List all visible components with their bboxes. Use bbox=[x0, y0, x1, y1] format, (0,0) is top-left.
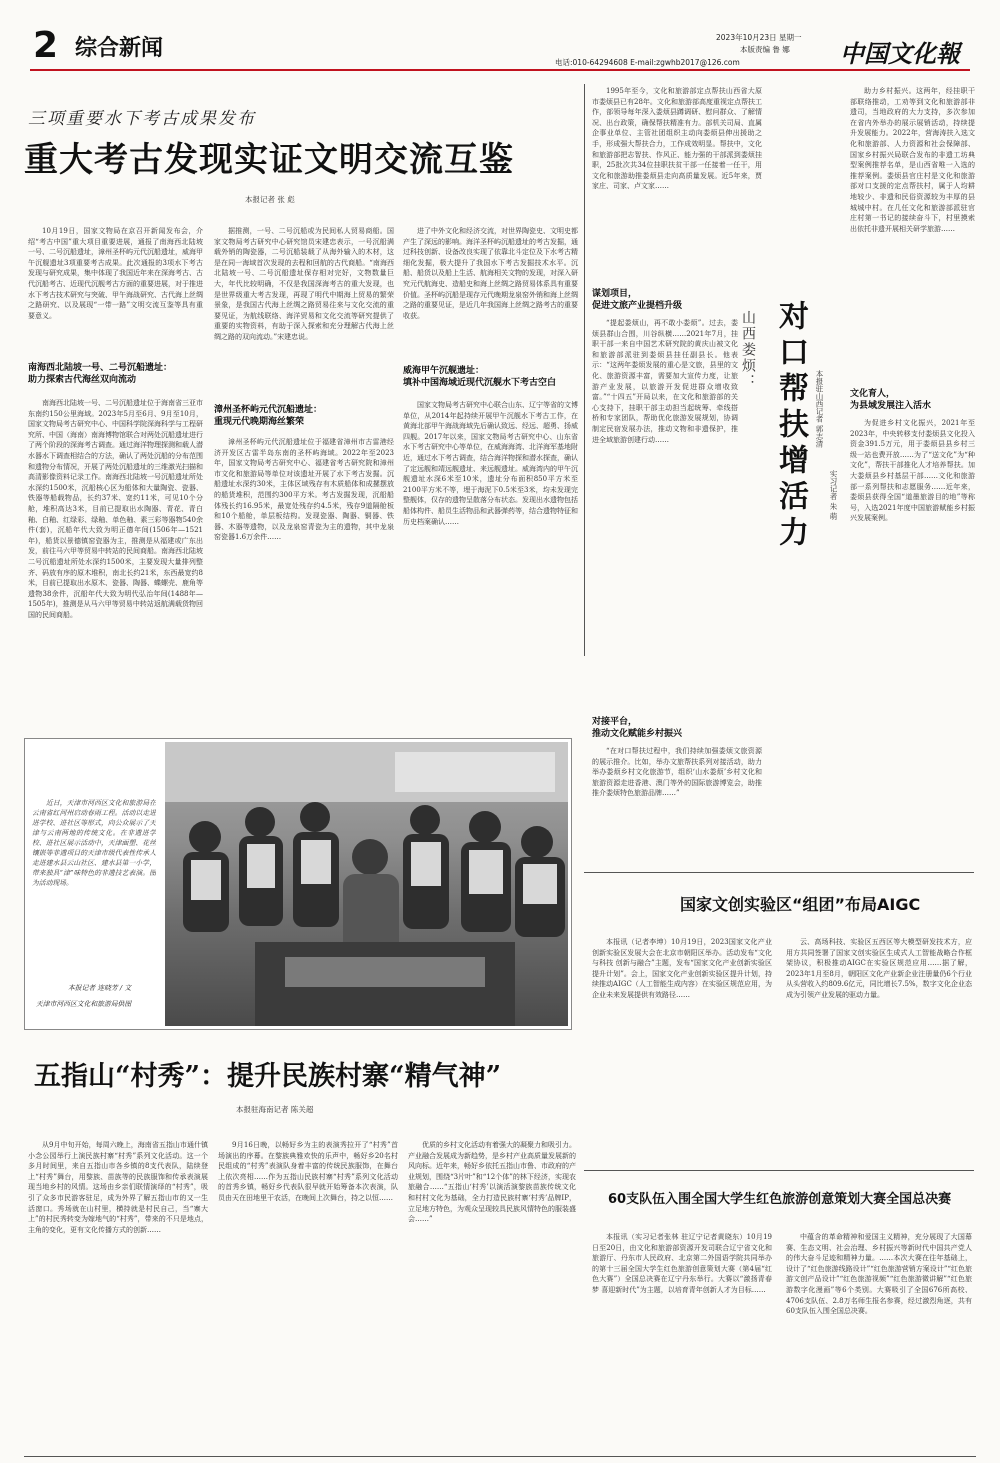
article-column: 优质的乡村文化活动有着强大的凝聚力和吸引力。产业融合发展成为新趋势，是乡村产业高质量发展新的风向标。近年来，畅好乡依托五指山市鲁、市政府的产业规划，围绕“3片叶”和“12个体”的林下经济，实现农旅融合……“五指山‘村秀’以演活演黎族苗族传统文化和村村文化为基础，全力打造民族村寨‘村秀’品牌IP，立足地方特色，为观众呈现较具民族风情特色的服装盛会……” bbox=[408, 1141, 576, 1224]
feature-kicker: 山西娄烦： bbox=[740, 310, 756, 390]
feature-title-box bbox=[740, 290, 848, 620]
masthead bbox=[0, 0, 1000, 70]
article-column: 从9月中旬开始，每周六晚上，海南省五指山市通什镇小念公园举行上演民族村寨“村秀”系列文化活动。这一个多月时间里，来自五指山市各乡镇的8支代表队，陆续登上“村秀”舞台，用黎族、苗族等的民族服饰和传承表演展现当地乡村的风情。这场由乡亲们联情演绎的“村秀”，吸引了众多市民游客驻足，成为外界了解五指山市的又一生活窗口。秀场就在山村里，横持就是村民自己，当“寨大上”的村民秀转变为嫁地气的“村秀”，带来的不只是地点，主角的变化，更有文化传播方式的创新…… bbox=[28, 1141, 208, 1234]
story-headline: 五指山“村秀”：提升民族村寨“精气神” bbox=[34, 1061, 502, 1092]
subheading: 威海甲午沉舰遗址： 填补中国海域近现代沉舰水下考古空白 bbox=[403, 366, 557, 388]
feature-headline: 对口帮扶增活力 bbox=[773, 300, 808, 552]
article-column: 中蕴含的革命精神和爱国主义精神，充分展现了大国幕赛、生态文明、社会治理、乡村振兴等新时代中国共产党人的伟大奋斗足迹和精神力量。……本次大赛在往年基础上，设计了“红色旅游线路设计”“红色旅游营销方案设计”“红色旅游文创产品设计”“红色旅游视频”“红色旅游微讲解”“红色旅游数字化漫画”等6个类别。大赛吸引了全国676所高校、4706支队伍、2.8万名师生报名参赛，经过激烈角逐，共有60支队伍入围全国总决赛。 bbox=[786, 1233, 972, 1316]
page-bottom-rule bbox=[24, 1456, 976, 1457]
article-column: 云、高场科技、实验区五西区等大模型研发技术方，应用方共同签署了国家文创实验区生成式人工智能战略合作框架协议，积极推动AIGC在实验区规范应用……据了解，2023年1月至8月，朝阳区文化产业新企业注册量仍6个行业从头营收入约809.6亿元，同比增长7.5%，数字文化企业态成为引领产业发展的驱动力量。 bbox=[786, 938, 972, 999]
photo-credit-source: 天津市河西区文化和旅游局供图 bbox=[36, 1000, 132, 1008]
article-column: 为促进乡村文化振兴，2021年至2023年，中央转移支付娄烦县文化投入资金391.5万元，用于娄烦县县乡村三级一站也费开放……为了“送文化”为“种文化”，帮扶干部推化人才培养帮扶。加大娄烦县乡村基层干部……文化和旅游部一系列帮扶和志愿服务……近年来，娄烦县获得全国“道墨旅游目的地”等称号，入选2021年度中国旅游赋能乡村振兴发展案例。 bbox=[850, 419, 975, 523]
story-headline: 国家文创实验区“组团”布局AIGC bbox=[680, 895, 921, 914]
article-column: 据推测，一号、二号沉船或为民间私人贸易商船。国家文物局考古研究中心研究馆员宋建忠表示，一号沉船满载外销的陶瓷器，二号沉船装载了从海外输入的木材，这是在同一海域首次发现的去程和回航的古代商船。“南海西北陆坡一号、二号沉船遗址保存相对完好，文物数量巨大，年代比较明确，不仅是我国深海考古的重大发现，也是世界级重大考古发现，再现了明代中期海上贸易的繁荣景象，是我国古代海上丝绸之路贸易往来与文化交流的重要见证，为航线联络、海洋贸易和文化交流等研究提供了重要的实物资料，有助于深入探索和充分理解古代海上丝绸之路的双向流动。”宋建忠说。 bbox=[214, 227, 394, 341]
paper-logo: 中国文化報 bbox=[840, 39, 960, 68]
page-number: 2 bbox=[33, 25, 59, 66]
issue-date: 2023年10月23日 星期一 bbox=[716, 33, 802, 42]
article-column: 1995年至今，文化和旅游部定点帮扶山西省大原市娄烦县已有28年。文化和旅游部高度重视定点帮扶工作，部领导每年深入娄烦县蹲调研、慰问群众、了解情况、出台政策，确保帮扶精准有力。部机关司局、直属企事业单位、主管社团组织主动向娄烦县伸出援助之手，形成强大帮扶合力，工作成效明显。帮扶中，文化和旅游部把志智扶、作风正、能力强的干部派到娄烦挂职，25批次共34位挂职扶贫干部一任接着一任干，用文化和旅游助推娄烦县走向高质量发展。近5年来，贾家庄、司家、卢文家…… bbox=[592, 87, 762, 191]
photo-caption: 近日，天津市河西区文化和旅游局在云南省红河州启动春雨工程。活动以走进进学校、进社区等形式，向公众展示了天津与云南两地的传统文化。在非遗进学校、进社区展示活动中，天津面塑、花丝镶嵌等非遗项目的天津市级代表性传承人走进建水县云山社区、建水县第一小学，带来独具“津”味特色的非遗技艺表演。图为活动现场。 bbox=[32, 799, 156, 887]
feature-byline-2: 实习记者 朱 萌 bbox=[829, 470, 838, 520]
section-divider bbox=[584, 872, 974, 873]
story-headline: 60支队伍入围全国大学生红色旅游创意策划大赛全国总决赛 bbox=[608, 1192, 952, 1207]
story-headline: 重大考古发现实证文明交流互鉴 bbox=[24, 140, 514, 180]
photo-scene bbox=[165, 742, 568, 1026]
article-column: 本报讯（实习记者张林 驻辽宁记者黄晓东）10月19日至20日，由文化和旅游部资源开发司联合辽宁省文化和旅游厅、丹东市人民政府、北京第二外国语学院共同举办的第十三届全国大学生红色旅游创意策划大赛（第4届“红色大赛”）全国总决赛在辽宁丹东举行。大赛以“激扬青春梦 喜迎新时代”为主题，以培育青年创新人才为目标…… bbox=[592, 1233, 772, 1294]
contact-info: 电话:010-64294608 E-mail:zgwhb2017@126.com bbox=[555, 58, 740, 67]
article-column: 10月19日，国家文物局在京召开新闻发布会，介绍“考古中国”重大项目重要进展，通报了南海西北陆坡一号、二号沉船遗址，漳州圣杯屿元代沉船遗址，威海甲午沉舰遗址3项重要考古成果。此次通报的3项水下考古发现与研究成果，集中体现了我国近年来在深海考古、古代沉船考古、近现代沉舰考古方面的重要进展，对于推进水下考古技术研究与突破、甲午海战研究、古代海上丝绸之路研究、以及展现“一带一路”文明交流互鉴等具有重要意义。 bbox=[28, 227, 203, 320]
feature-byline: 本报驻山西记者 郭志清 bbox=[815, 370, 824, 448]
section-divider bbox=[584, 1170, 974, 1171]
article-column: 漳州圣杯屿元代沉船遗址位于福建省漳州市古雷港经济开发区古雷半岛东南的圣杯屿海域。2022年至2023年，国家文物局考古研究中心、福建省考古研究院和漳州市文化和旅游局等单位对该遗址开展了水下考古发掘。沉船遗址水深约30米，主体区域残存有木质船体和成摞摆放的船货堆积，范围约300平方米。考古发掘发现，沉船船体残长约16.95米，最宽处残存约4.5米，残存9道隔舱板和10个船舱，单层板结构。发现瓷器、陶器、铜器、铁器、木器等遗物，以及龙泉窑青瓷为主的遗物，其中龙泉窑瓷器1.6万余件…… bbox=[214, 438, 394, 542]
photo-credit: 本报记者 连晓芳 / 文 bbox=[68, 984, 132, 992]
subheading: 南海西北陆坡一号、二号沉船遗址： 助力探索古代海丝双向流动 bbox=[28, 363, 173, 385]
page-editor: 本版责编 鲁 娜 bbox=[740, 45, 790, 54]
story-kicker: 三项重要水下考古成果发布 bbox=[28, 109, 256, 129]
subheading: 文化育人， 为县域发展注入活水 bbox=[850, 389, 932, 411]
photo-caption-box bbox=[28, 742, 160, 1026]
story-byline: 本报记者 张 彪 bbox=[245, 195, 295, 204]
news-photo bbox=[165, 742, 568, 1026]
article-column: 进了中外文化和经济交流，对世界陶瓷史、文明史都产生了深远的影响。海洋圣杯屿沉船遗址的考古发掘，通过科技创新、设备改良实现了依靠北斗定位及下水考古精细化发掘，极大提升了我国水下考古发掘技术水平。沉船、船货以及船上生活、航海相关文物的发现，对深入研究元代航海史、造船史和海上丝绸之路贸易体系具有重要价值。圣杯屿沉船是现存元代晚期龙泉窑外销和海上丝绸之路的重要见证，是近几年我国海上丝绸之路考古的重要收获。 bbox=[403, 227, 578, 320]
subheading: 谋划项目， 促进文旅产业提档升级 bbox=[592, 289, 683, 311]
subheading: 漳州圣杯屿元代沉船遗址： 重现元代晚期海丝繁荣 bbox=[214, 405, 323, 427]
article-column: 南海西北陆坡一号、二号沉船遗址位于海南省三亚市东南约150公里海域。2023年5月至6月、9月至10月，国家文物局考古研究中心、中国科学院深海科学与工程研究所、中国（海南）南海博物馆联合对两处沉船遗址进行了两个阶段的深海考古调查。通过海洋物理探测和载人潜水器水下调查相结合的方法，确认了两处沉船的分布范围和遗物分布情况，开展了两处沉船遗址的三维激光扫描和高清影像资料记录工作。南海西北陆坡一号沉船遗址所处水深约1500米，沉船核心区为船体和大量陶瓷、瓷器、铁器等船载物品，长约37米、宽约11米，可见10个分舱，堆积高达3米，目前已提取出水陶器、青花、青白釉、白釉、红绿彩、绿釉、单色釉、素三彩等器物540余件(套)，沉船年代大致为明正德年间(1506年—1521年)，船货以景德镇窑瓷器为主，推测是从福建或广东出发，前往马六甲等贸易中转站的民间商船。南海西北陆坡二号沉船遗址所处水深约1500米，主要发现大量排列整齐、码放有序的原木堆积，南北长约21米，东西最宽约8米，目前已提取出水原木、瓷器、陶器、蝶螺壳、鹿角等遗物38余件，沉船年代大致为明代弘治年间(1488年—1505年)，推测是从马六甲等贸易中转站返航满载货物回国的民间商船。 bbox=[28, 399, 203, 619]
article-column: 9月16日晚，以畅好乡为主的表演秀拉开了“村秀”首场演出的序幕。在黎族典雅欢快的乐声中，畅好乡20名村民组成的“村秀”表演队身着丰富的传统民族服饰，在舞台上依次亮相……作为五指山民族村寨“村秀”系列文化活动的首秀乡镇，畅好乡代表队很早就开始筹备本次表演，队员由天在田地里干农活，在晚间上次舞台，持之以恒…… bbox=[218, 1141, 398, 1202]
article-column: 助力乡村振兴。这两年，经挂职干部联络推动，工劝等到文化和旅游部非遗司，当地政府的大力支持，多次参加在省内外举办的展示展销活动，持续提升发展能力。2022年，营海涛扶入选文化和旅游部、人力资源和社会保障部、国家乡村振兴局联合发布的非遗工坊典型案例推荐名单，是山西省唯一入选的推荐案例。娄烦县官庄村是文化和旅游部对口支援的定点帮扶村，属于人均耕地较少、非遗和民俗资源较为丰厚的县城城中村。在几任文化和旅游部派驻官庄村第一书记的接续奋斗下，村里摸索出依托非遗开展相关研学旅游…… bbox=[850, 87, 975, 233]
article-column: 国家文物局考古研究中心联合山东、辽宁等省的文博单位，从2014年起持续开展甲午沉舰水下考古工作，在黄海北部甲午海战海域先后确认致远、经远、超勇、扬威四舰。2017年以来，国家文物局考古研究中心、山东省水下考古研究中心等单位，在威海海湾、北洋海军基地附近，通过水下考古调查，结合海洋物探和潜水探查，确认了定远舰和靖远舰遗址、来远舰遗址。威海湾内的甲午沉舰遗址水深6米至10米，遗址分布面积850平方米至2100平方米不等，埋于海泥下0.5米至3米，均未发现完整舰体，仅存的遗物呈散落分布状态。发现出水遗物包括船体构件、船员生活物品和武器弹药等，结合遗物特征和历史档案确认…… bbox=[403, 401, 578, 526]
column-divider bbox=[584, 84, 585, 656]
section-title: 综合新闻 bbox=[75, 36, 164, 61]
article-column: “在对口帮扶过程中，我们持续加强娄烦文旅资源的展示推介。比如，举办文旅帮扶系列对接活动，助力举办娄烦乡村文化旅游节，组织‘山水娄烦’乡村文化和旅游资源走进香港、澳门等外的国际旅游博览会，助推推介娄烦特色旅游品牌……” bbox=[592, 747, 762, 798]
masthead-rule bbox=[30, 69, 970, 71]
article-column: 本报讯（记者李坤）10月19日，2023国家文化产业创新实验区发展大会在北京市朝阳区举办。活动发布“文化与科技 创新与融合”主题，发布“国家文化产业创新实验区提升计划”。会上，国家文化产业创新实验区提升计划，持续推动AIGC（人工智能生成内容）在实验区规范应用，为企业未来发展提供有效路径…… bbox=[592, 938, 772, 999]
subheading: 对接平台， 推动文化赋能乡村振兴 bbox=[592, 717, 683, 739]
story-byline: 本报驻海南记者 陈关超 bbox=[236, 1105, 314, 1114]
article-column: “提起娄烦山，再不敢小娄烦”。过去，娄烦县群山合围，川谷纵横……2021年7月，挂职干部一来自中国艺术研究院的黄庆山被文化和旅游部派驻到娄烦县挂任副县长。他表示：“这两年娄烦发展的重心是文旅，县里的文化、旅游资源丰富，需要加大宣传力度，让旅游产业发展，以旅游开发促进群众增收致富。”“十四五”开局以来，在文化和旅游部的关心支持下，挂职干部主动担当起统筹、牵线搭桥和专家团队，帮助优化旅游发展规划，协调制定民宿发展办法，推动文物和非遗保护，推进全域旅游创建行动…… bbox=[592, 319, 738, 444]
